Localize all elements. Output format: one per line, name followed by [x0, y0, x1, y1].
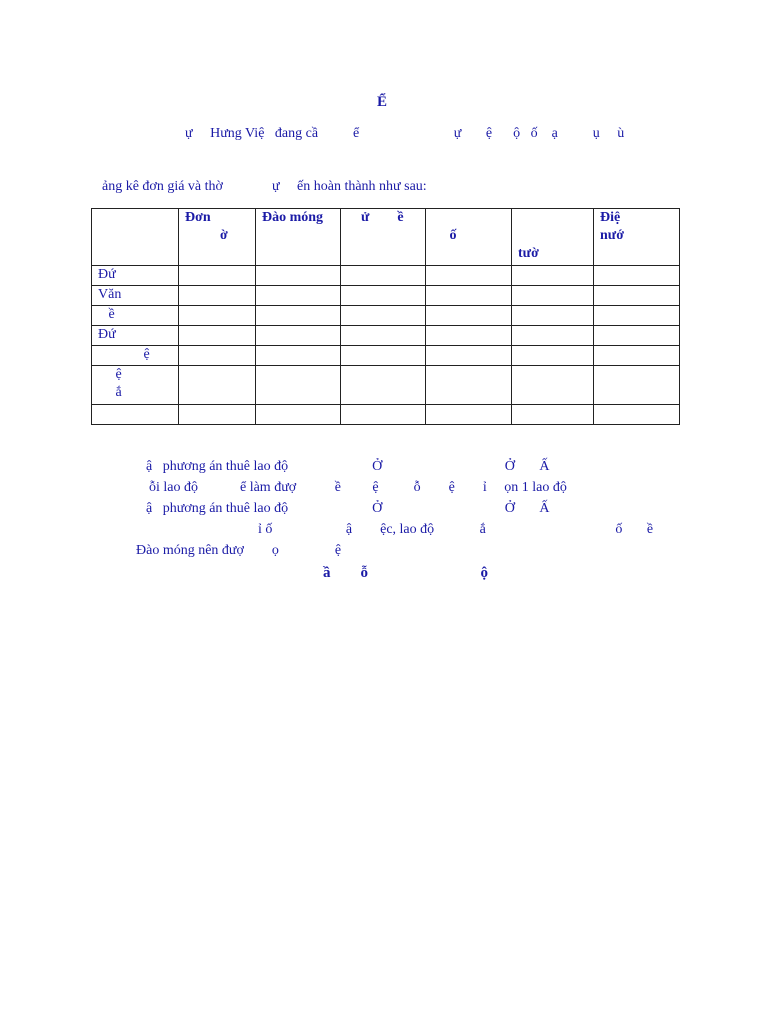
table-row [92, 286, 680, 306]
text-line-4: ỉ ố ậ ệc, lao độ ắ ố ề [258, 522, 654, 537]
price-table [91, 208, 680, 425]
header-cell-don: Đơn ờ [179, 209, 256, 266]
row-label: Đứ [92, 326, 179, 346]
row-label: Văn [92, 286, 179, 306]
header-cell-blank [92, 209, 179, 266]
header-cell-dao-mong: Đào móng [256, 209, 341, 266]
table-row [92, 306, 680, 326]
table-row [92, 266, 680, 286]
table-row [92, 326, 680, 346]
text-line-3: ậ phương án thuê lao độ Ở Ở Ấ [146, 501, 550, 516]
header-cell-dien-nuoc: Điệ nướ [594, 209, 680, 266]
row-label: ệ [92, 346, 179, 366]
table-row [92, 346, 680, 366]
row-label: Đứ [92, 266, 179, 286]
header-cell-4: ố [426, 209, 512, 266]
text-line-2: ỗi lao độ ể làm đượ ề ệ ỗ ệ ỉ ọn 1 lao độ [149, 480, 567, 495]
text-line-6: ầ ỗ ộ [323, 565, 488, 581]
row-label: ề [92, 306, 179, 326]
row-label [92, 405, 179, 425]
intro-line: ự Hưng Việ đang cầ ể ự ệ ộ ố ạ ụ ù [185, 126, 625, 141]
header-cell-3: ử ề [341, 209, 426, 266]
document-title: Ể [377, 94, 388, 110]
table-row [92, 366, 680, 405]
text-line-1: ậ phương án thuê lao độ Ở Ở Ấ [146, 459, 550, 474]
header-cell-5: tườ [512, 209, 594, 266]
text-line-5: Đào móng nên đượ ọ ệ [136, 543, 342, 558]
table-row [92, 405, 680, 425]
table-header-row [92, 209, 680, 266]
table-caption: ảng kê đơn giá và thờ ự ến hoàn thành như sau: [102, 179, 427, 194]
row-label: ệ ắ [92, 366, 179, 405]
